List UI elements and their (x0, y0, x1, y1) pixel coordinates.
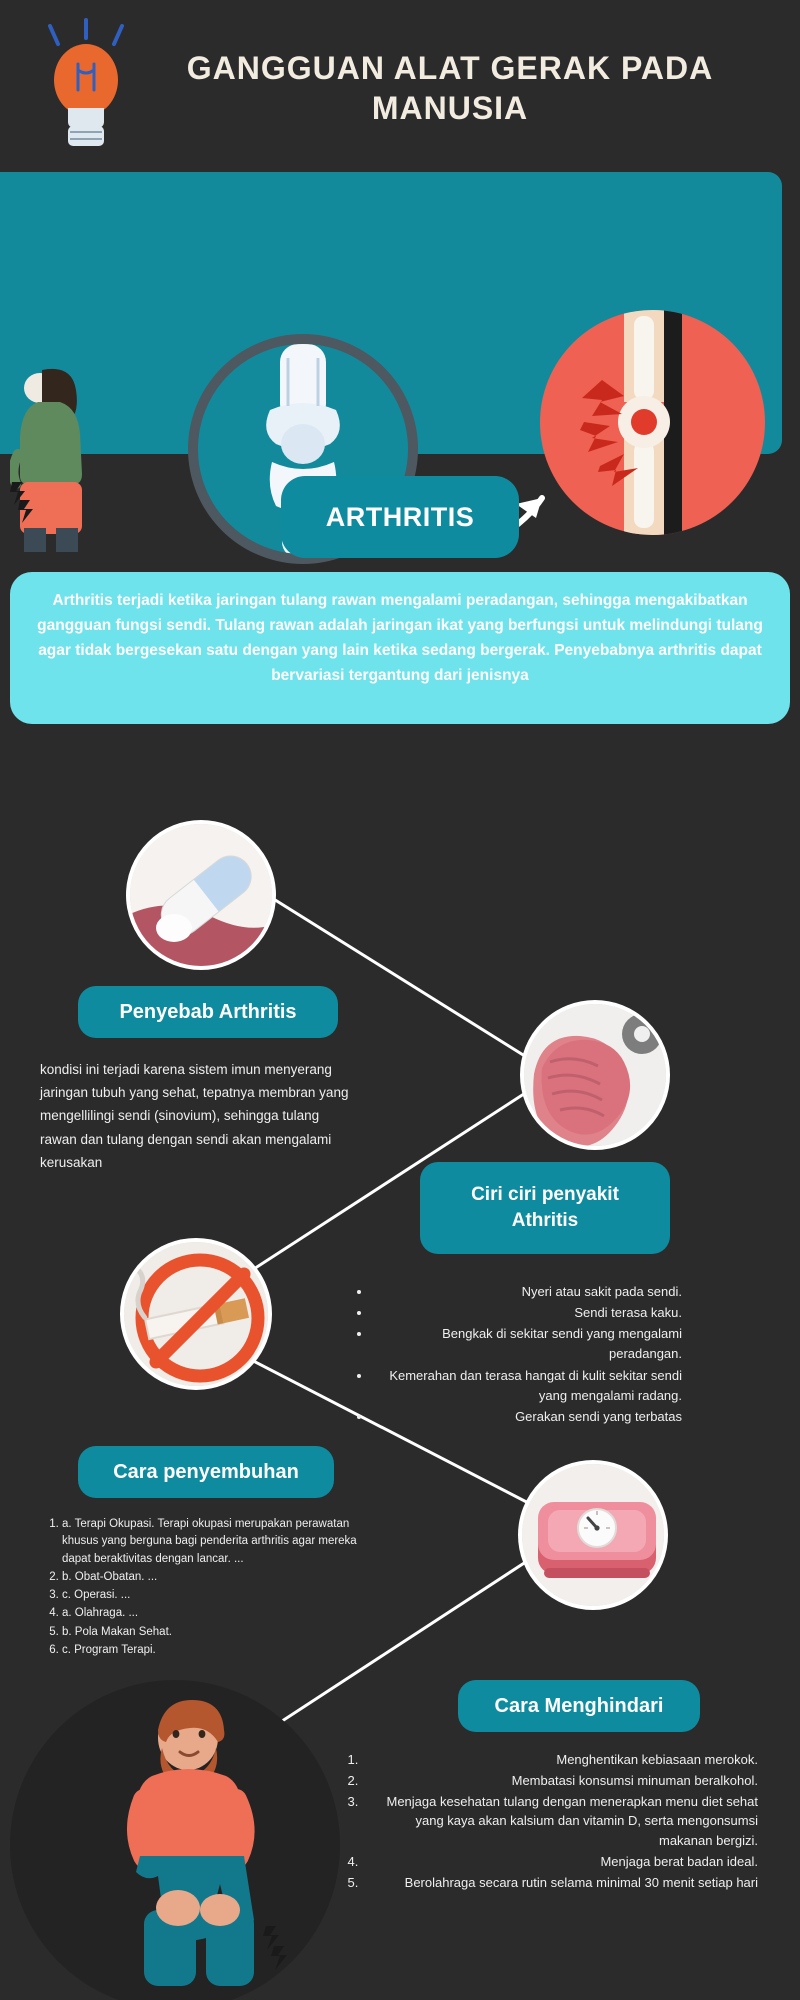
pills-image (126, 820, 276, 970)
list-item: 1. a. Terapi Okupasi. Terapi okupasi merupakan perawatan khusus yang berguna bagi penderita arthritis agar mereka dapat beraktivitas dengan lancar. ... (62, 1516, 370, 1568)
list-item: 4. Menjaga berat badan ideal. (362, 1852, 758, 1872)
section-heading-penyembuhan (78, 1446, 334, 1498)
arthritis-title-badge (281, 476, 519, 558)
penyembuhan-heading-label: Cara penyembuhan (113, 1460, 299, 1483)
list-item: 3. c. Operasi. ... (62, 1587, 370, 1604)
inflamed-joint-icon (540, 310, 765, 535)
list-item: 4. a. Olahraga. ... (62, 1605, 370, 1622)
list-item: 2. b. Obat-Obatan. ... (62, 1569, 370, 1586)
person-back-pain-icon (10, 362, 140, 552)
weight-scale-icon (522, 1464, 668, 1610)
pills-capsule-icon (130, 824, 276, 970)
no-smoking-image (120, 1238, 272, 1390)
heart-organ-icon (524, 1004, 670, 1150)
person-knee-pain-icon (88, 1690, 298, 1990)
list-item: • Sendi terasa kaku. (372, 1303, 682, 1323)
inflamed-joint-circle (540, 310, 765, 535)
penyebab-body-text: kondisi ini terjadi karena sistem imun menyerang jaringan tubuh yang sehat, tepatnya membran yang mengellilingi sendi (sinovium), sehingga tulang rawan dan tulang dengan sendi akan mengalami kerusakan (40, 1062, 349, 1170)
list-item: 6. c. Program Terapi. (62, 1642, 370, 1659)
section-heading-penyebab (78, 986, 338, 1038)
penyembuhan-list (40, 1516, 370, 1660)
penyebab-heading-label: Penyebab Arthritis (119, 1000, 297, 1023)
list-item: • Kemerahan dan terasa hangat di kulit sekitar sendi yang mengalami radang. (372, 1366, 682, 1406)
list-item: • Nyeri atau sakit pada sendi. (372, 1282, 682, 1302)
header (0, 0, 800, 168)
no-smoking-icon (124, 1242, 272, 1390)
list-item: • Bengkak di sekitar sendi yang mengalami peradangan. (372, 1324, 682, 1364)
list-item: 5. b. Pola Makan Sehat. (62, 1624, 370, 1641)
list-item: • Gerakan sendi yang terbatas (372, 1407, 682, 1427)
hero-band (0, 172, 782, 454)
section-heading-menghindari (458, 1680, 700, 1732)
list-item: 2. Membatasi konsumsi minuman beralkohol. (362, 1771, 758, 1791)
weight-scale-image (518, 1460, 668, 1610)
list-item: 3. Menjaga kesehatan tulang dengan menerapkan menu diet sehat yang kaya akan kalsium dan vitamin D, serta mengonsumsi makanan bergizi. (362, 1792, 758, 1851)
section-heading-ciri (420, 1162, 670, 1254)
arthritis-label: ARTHRITIS (325, 501, 475, 532)
heart-image (520, 1000, 670, 1150)
menghindari-list (338, 1750, 758, 1893)
list-item: 5. Berolahraga secara rutin selama minimal 30 menit setiap hari (362, 1873, 758, 1893)
lightbulb-icon (38, 18, 134, 150)
list-item: 1. Menghentikan kebiasaan merokok. (362, 1750, 758, 1770)
intro-description: Arthritis terjadi ketika jaringan tulang rawan mengalami peradangan, sehingga mengakibatkan gangguan fungsi sendi. Tulang rawan adalah jaringan ikat yang berfungsi untuk melindungi tulang agar tidak bergesekan satu dengan yang lain ketika sedang bergerak. Penyebabnya arthritis dapat bervariasi tergantung dari jenisnya (10, 572, 790, 724)
ciri-list (352, 1282, 682, 1428)
page-title: GANGGUAN ALAT GERAK PADA MANUSIA (186, 50, 714, 126)
ciri-heading-label: Ciri ciri penyakit Athritis (471, 1184, 619, 1231)
menghindari-heading-label: Cara Menghindari (494, 1694, 664, 1717)
